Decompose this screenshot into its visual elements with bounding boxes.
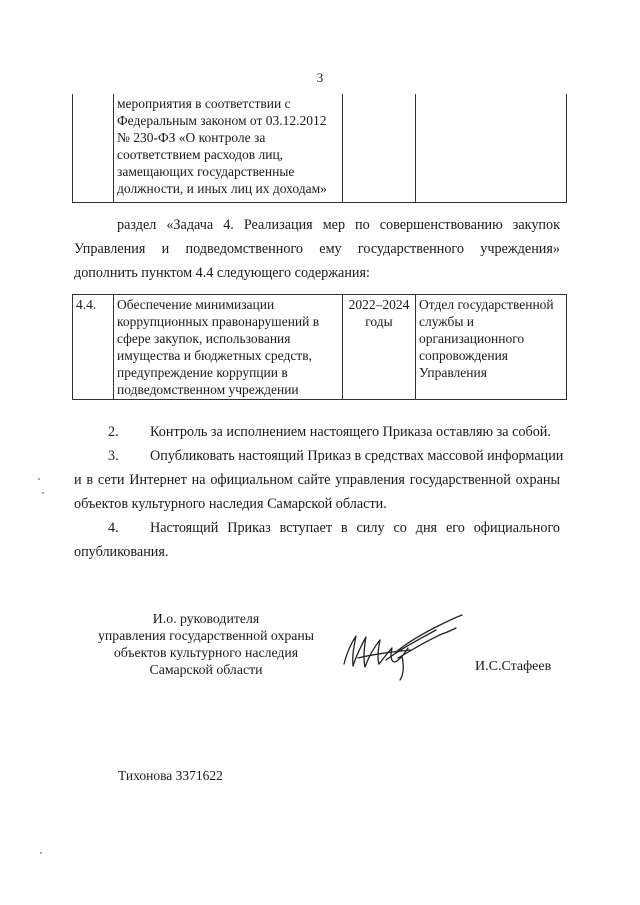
- scan-speck: [42, 492, 44, 494]
- cell-line: предупреждение коррупции в: [117, 365, 288, 380]
- cell-line: 2022–2024: [348, 297, 410, 312]
- table-cell-period: [343, 94, 416, 203]
- table-cell-period: [343, 295, 416, 400]
- cell-line: № 230-ФЗ «О контроле за: [117, 130, 266, 145]
- scan-speck: [40, 852, 42, 854]
- table-cell-description: [114, 295, 343, 400]
- page-number: 3: [316, 70, 324, 85]
- cell-line: Обеспечение минимизации: [117, 297, 275, 312]
- item-number: 4.: [108, 520, 119, 536]
- item-2: [74, 420, 560, 444]
- item-number: 2.: [108, 424, 119, 440]
- cell-line: годы: [365, 314, 393, 329]
- table-cell-number: 4.4.: [73, 295, 114, 400]
- cell-line: должности, и иных лиц их доходам»: [117, 181, 327, 196]
- cell-line: Управления: [419, 365, 487, 380]
- intro-paragraph: [74, 213, 560, 285]
- cell-line: подведомственном учреждении: [117, 382, 299, 397]
- scan-speck: [38, 478, 40, 480]
- signer-name: И.С.Стафеев: [475, 659, 552, 674]
- intro-line: раздел «Задача 4. Реализация мер по совершенствованию закупок: [117, 217, 560, 233]
- table-cell-number: [73, 94, 114, 203]
- cell-line: службы и: [419, 314, 474, 329]
- table-cell-responsible: [416, 295, 567, 400]
- signature-title-block: [86, 610, 326, 678]
- table-cell-description: [114, 94, 343, 203]
- cell-line: Федеральным законом от 03.12.2012: [117, 113, 327, 128]
- table-continuation: [72, 94, 567, 203]
- item-line: Настоящий Приказ вступает в силу со дня его официального: [150, 520, 560, 536]
- cell-line: мероприятия в соответствии с: [117, 96, 291, 111]
- cell-line: замещающих государственные: [117, 164, 295, 179]
- item-line: опубликования.: [74, 544, 169, 560]
- signature-title-line: Самарской области: [149, 662, 263, 677]
- item-line: и в сети Интернет на официальном сайте управления государственной охраны: [74, 472, 560, 488]
- item-number: 3.: [108, 448, 119, 464]
- item-3: [74, 444, 564, 516]
- item-line: объектов культурного наследия Самарской области.: [74, 496, 387, 512]
- cell-line: сопровождения: [419, 348, 509, 363]
- table-row: [73, 94, 567, 203]
- signature-title-line: объектов культурного наследия: [113, 645, 299, 660]
- cell-line: сфере закупок, использования: [117, 331, 291, 346]
- cell-line: имущества и бюджетных средств,: [117, 348, 312, 363]
- item-line: Контроль за исполнением настоящего Приказа оставляю за собой.: [150, 424, 551, 440]
- table-new-item: [72, 294, 567, 400]
- intro-line: дополнить пунктом 4.4 следующего содержания:: [74, 265, 370, 281]
- table-cell-responsible: [416, 94, 567, 203]
- cell-line: Отдел государственной: [419, 297, 554, 312]
- signature-title-line: управления государственной охраны: [97, 628, 315, 643]
- cell-line: соответствием расходов лиц,: [117, 147, 284, 162]
- signature-title-line: И.о. руководителя: [152, 611, 260, 626]
- cell-line: коррупционных правонарушений в: [117, 314, 320, 329]
- table-row: [73, 295, 567, 400]
- contact-info: Тихонова 3371622: [118, 768, 223, 783]
- item-line: Опубликовать настоящий Приказ в средствах массовой информации: [150, 448, 564, 464]
- intro-line: Управления и подведомственного ему государственного учреждения»: [74, 241, 560, 257]
- handwritten-signature: [338, 612, 468, 684]
- item-4: [74, 516, 560, 564]
- cell-line: организационного: [419, 331, 525, 346]
